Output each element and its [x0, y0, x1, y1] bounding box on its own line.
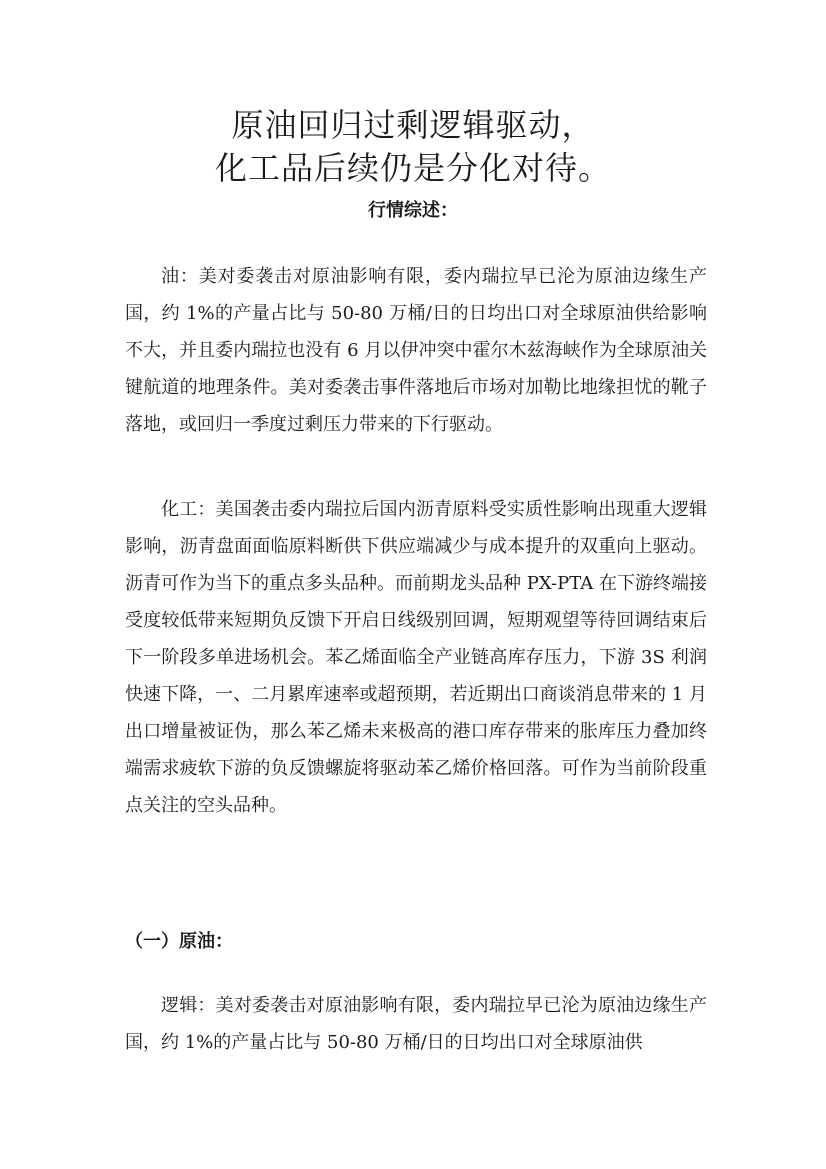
chemicals-summary-paragraph: 化工：美国袭击委内瑞拉后国内沥青原料受实质性影响出现重大逻辑影响，沥青盘面面临原料断供下供应端减少与成本提升的双重向上驱动。沥青可作为当下的重点多头品种。而前期龙头品种 PX-PTA 在下游终端接受度较低带来短期负反馈下开启日线级别回调，短期观望等待回调结束后下一阶段多单进场机会。苯乙烯面临全产业链高库存压力，下游 3S 利润快速下降，一、二月累库速率或超预期，若近期出口商谈消息带来的 1 月出口增量被证伪，那么苯乙烯未来极高的港口库存带来的胀库压力叠加终端需求疲软下游的负反馈螺旋将驱动苯乙烯价格回落。可作为当前阶段重点关注的空头品种。	[125, 499, 707, 816]
crude-oil-logic-paragraph: 逻辑：美对委袭击对原油影响有限，委内瑞拉早已沦为原油边缘生产国，约 1%的产量占比与 50-80 万桶/日的日均出口对全球原油供	[125, 995, 707, 1053]
document-title-line1: 原油回归过剩逻辑驱动，	[231, 106, 595, 144]
oil-summary-paragraph: 油：美对委袭击对原油影响有限，委内瑞拉早已沦为原油边缘生产国，约 1%的产量占比与 50-80 万桶/日的日均出口对全球原油供给影响不大，并且委内瑞拉也没有 6 月以伊冲突中霍尔木兹海峡作为全球原油关键航道的地理条件。美对委袭击事件落地后市场对加勒比地缘担忧的靴子落地，或回归一季度过剩压力带来的下行驱动。	[125, 266, 707, 435]
document-title-line2: 化工品后续仍是分化对待。	[214, 149, 611, 187]
crude-oil-section-heading: （一）原油：	[125, 931, 233, 952]
market-overview-heading: 行情综述：	[368, 200, 458, 221]
